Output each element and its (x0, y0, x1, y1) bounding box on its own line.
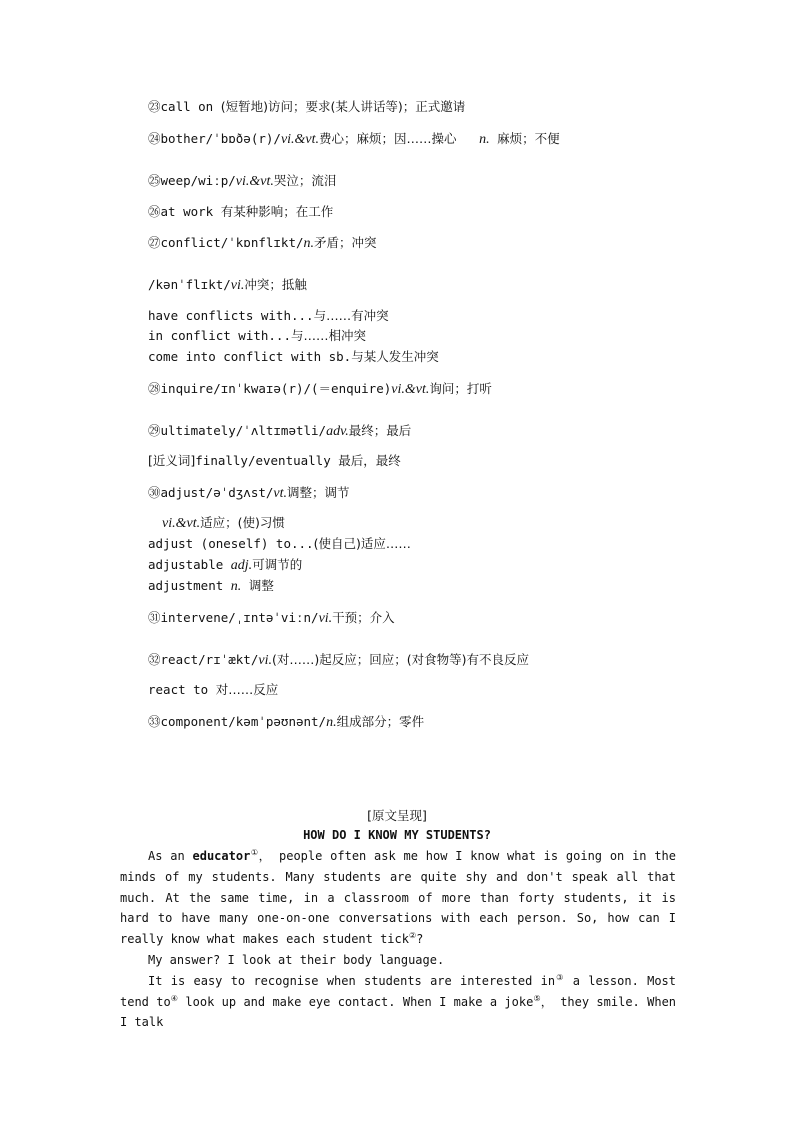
phrase-line: come into conflict with sb.与某人发生冲突 (148, 349, 439, 364)
vocab-entry-29: ㉙ultimately/ˈʌltɪmətli/adv.最终；最后 (148, 423, 412, 439)
vocab-entry-25: ㉕weep/wiːp/vi.&vt.哭泣；流泪 (148, 173, 337, 189)
phrase-line: have conflicts with...与……有冲突 (148, 308, 389, 323)
vocab-entry-31: ㉛intervene/ˌɪntəˈviːn/vi.干预；介入 (148, 610, 395, 626)
vocab-entry-26: ㉖at work 有某种影响；在工作 (148, 204, 334, 219)
vocab-entry-33: ㉝component/kəmˈpəʊnənt/n.组成部分；零件 (148, 714, 425, 730)
phrase-line: adjustable adj.可调节的 (148, 557, 303, 573)
phrase-line: adjust (oneself) to...(使自己)适应…… (148, 536, 411, 551)
vocab-entry-27-verb: /kənˈflɪkt/vi.冲突；抵触 (148, 277, 307, 293)
vocab-entry-23: ㉓call on (短暂地)访问；要求(某人讲话等)；正式邀请 (148, 99, 466, 114)
phrase-line: in conflict with...与……相冲突 (148, 328, 367, 343)
glossed-word: educator (192, 849, 251, 863)
passage-body (120, 846, 676, 1033)
phrase-line: react to 对……反应 (148, 682, 279, 697)
vocab-entry-28: ㉘inquire/ɪnˈkwaɪə(r)/(＝enquire)vi.&vt.询问；打听 (148, 381, 492, 397)
footnote-marker: ② (408, 931, 417, 941)
vocab-entry-27: ㉗conflict/ˈkɒnflɪkt/n.矛盾；冲突 (148, 235, 377, 251)
footnote-marker: ① (250, 848, 259, 857)
paragraph-1: As an educator①， people often ask me how I know what is going on in the minds of my students. Many students are quite shy and don't speak all that much. At the same time, in a classroom of more than forty students, it is hard to have many one-on-one conversations with each person. So, how can I really know what makes each student tick②? (120, 848, 676, 947)
vocab-entry-32: ㉜react/rɪˈækt/vi.(对……)起反应；回应；(对食物等)有不良反应 (148, 652, 529, 668)
vocab-entry-24: ㉔bother/ˈbɒðə(r)/vi.&vt.费心；麻烦；因……操心 n. 麻烦；不便 (148, 131, 560, 147)
passage-title: HOW DO I KNOW MY STUDENTS? (303, 828, 491, 842)
phrase-line: adjustment n. 调整 (148, 578, 274, 594)
section-label: [原文呈现] (367, 808, 427, 823)
vocab-entry-30: ㉚adjust/əˈdʒʌst/vt.调整；调节 (148, 485, 350, 501)
synonym-line: [近义词]finally/eventually 最后，最终 (148, 453, 401, 468)
footnote-marker: ③ (555, 972, 565, 982)
footnote-marker: ⑤ (533, 993, 541, 1003)
footnote-marker: ④ (170, 993, 179, 1003)
paragraph-3: It is easy to recognise when students are interested in③ a lesson. Most tend to④ look up and make eye contact. When I make a joke⑤， they smile. When I talk (120, 972, 677, 1030)
paragraph-2: My answer? I look at their body language. (148, 952, 445, 967)
vocab-entry-30-verb: vi.&vt.适应；(使)习惯 (162, 515, 285, 531)
